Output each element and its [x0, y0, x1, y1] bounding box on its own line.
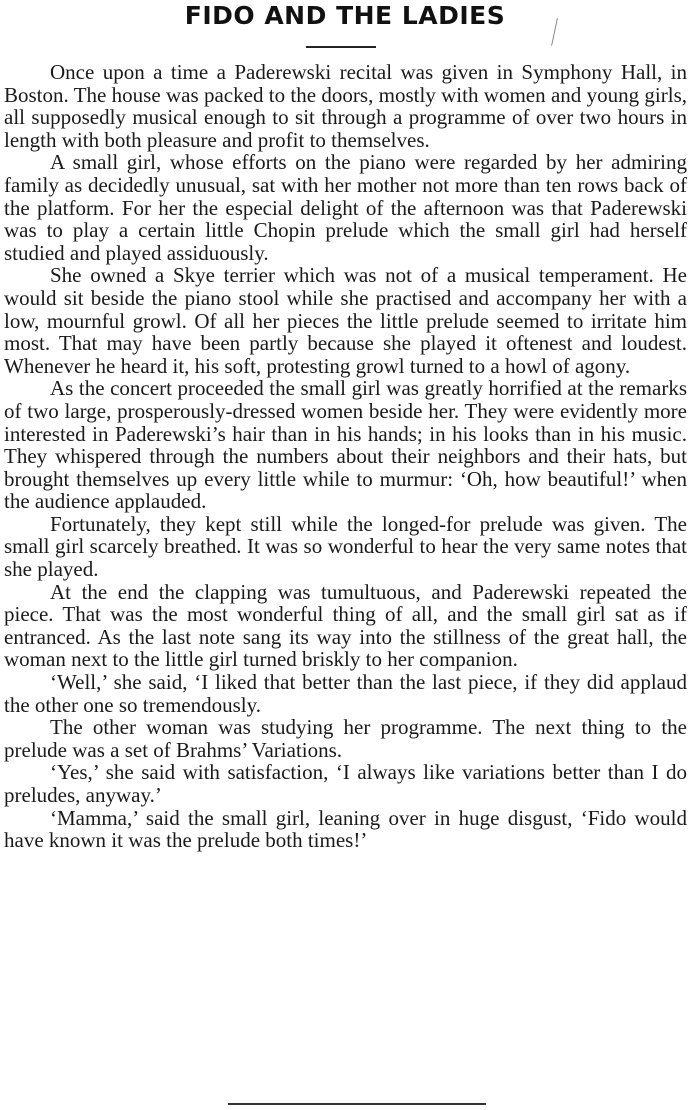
article-title: FIDO AND THE LADIES — [184, 1, 506, 30]
paragraph: A small girl, whose efforts on the piano were regarded by her admiring family as decidedly unusual, sat with her mother not more than ten rows back of the platform. For her the especial delight of the afternoon was that Paderewski was to play a certain little Chopin prelude which the small girl had herself studied and played assiduously. — [4, 150, 687, 265]
paragraph: ‘Well,’ she said, ‘I liked that better than the last piece, if they did applaud the other one so tremendously. — [4, 670, 687, 717]
paragraph: ‘Yes,’ she said with satisfaction, ‘I always like variations better than I do preludes, anyway.’ — [4, 760, 687, 807]
paragraph: ‘Mamma,’ said the small girl, leaning over in huge disgust, ‘Fido would have known it was the prelude both times!’ — [4, 805, 687, 853]
paragraph: The other woman was studying her programme. The next thing to the prelude was a set of Brahms’ Variations. — [4, 715, 687, 762]
paragraph: Once upon a time a Paderewski recital was given in Symphony Hall, in Boston. The house was packed to the doors, mostly with women and young girls, all supposedly musical enough to sit through a programme of over two hours in length with both pleasure and profit to themselves. — [4, 60, 687, 152]
paragraph: She owned a Skye terrier which was not of a musical temperament. He would sit beside the piano stool while she practised and accompany her with a low, mournful growl. Of all her pieces the little prelude seemed to irritate him most. That may have been partly because she played it oftenest and loudest. Whenever he heard it, his soft, protesting growl turned to a howl of agony. — [4, 263, 687, 378]
end-divider — [228, 1103, 486, 1105]
title-divider — [306, 46, 376, 48]
paragraph: At the end the clapping was tumultuous, and Paderewski repeated the piece. That was the most wonderful thing of all, and the small girl sat as if entranced. As the last note sang its way into the stillness of the great hall, the woman next to the little girl turned briskly to her companion. — [4, 579, 687, 672]
paragraph: Fortunately, they kept still while the longed-for prelude was given. The small girl scarcely breathed. It was so wonderful to hear the very same notes that she played. — [4, 511, 687, 582]
paragraph: As the concert proceeded the small girl was greatly horrified at the remarks of two large, prosperously-dressed women beside her. They were evidently more interested in Paderewski’s hair than in his hands; in his looks than in his music. They whispered through the numbers about their neighbors and their hats, but brought themselves up every little while to murmur: ‘Oh, how beautiful!’ when the audience applauded. — [4, 376, 687, 514]
article-body — [4, 61, 687, 852]
